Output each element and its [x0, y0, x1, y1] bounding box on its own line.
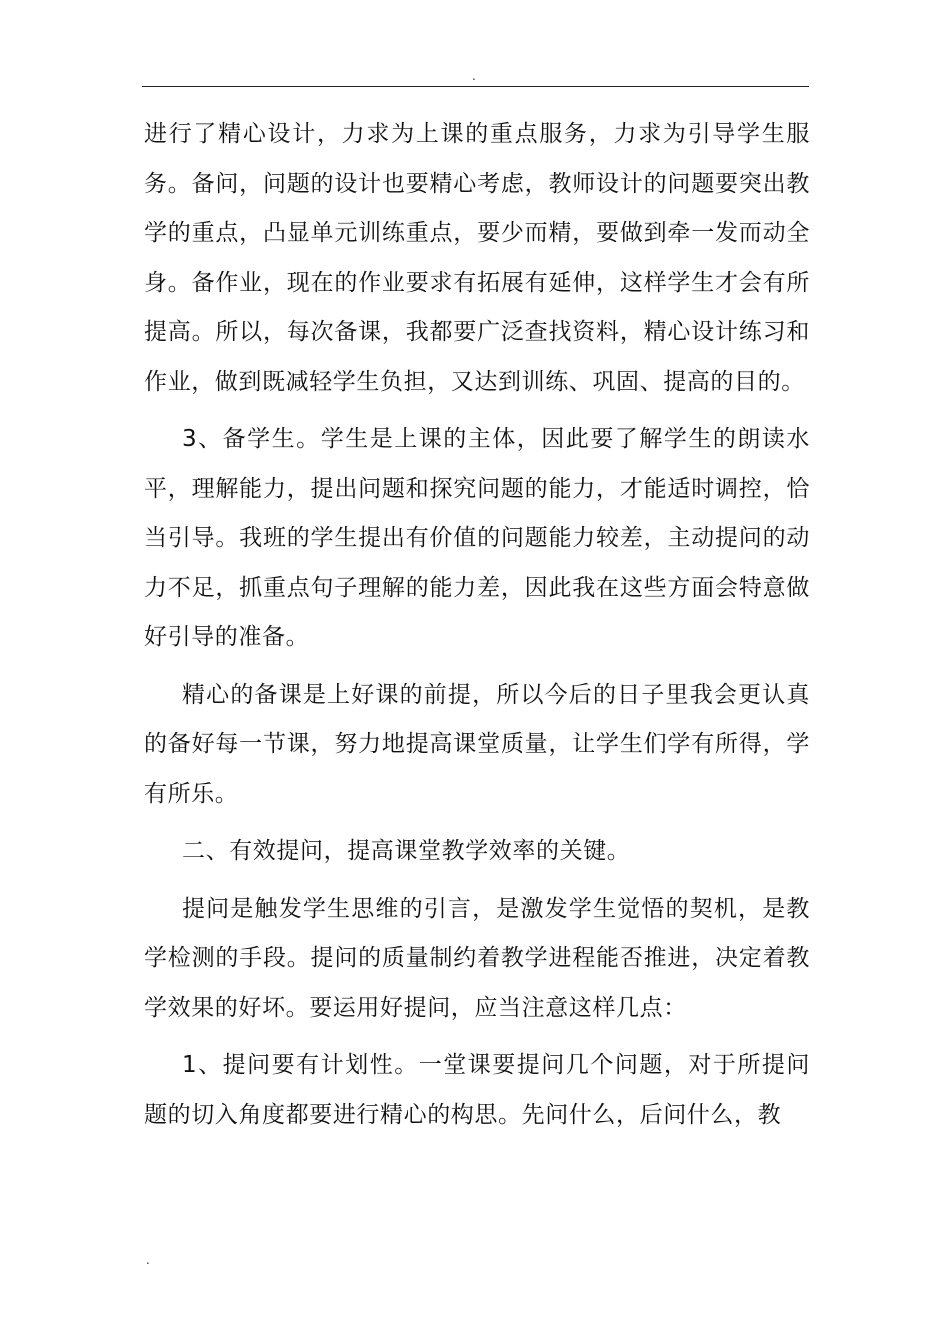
- paragraph-3: 精心的备课是上好课的前提，所以今后的日子里我会更认真的备好每一节课，努力地提高课堂质量，让学生们学有所得，学有所乐。: [144, 681, 810, 807]
- paragraph-5: 提问是触发学生思维的引言，是激发学生觉悟的契机，是教学检测的手段。提问的质量制约着教学进程能否推进，决定着教学效果的好坏。要运用好提问，应当注意这样几点：: [144, 895, 810, 1021]
- document-body: [144, 110, 810, 1140]
- paragraph-1: 进行了精心设计，力求为上课的重点服务，力求为引导学生服务。备问，问题的设计也要精心考虑，教师设计的问题要突出教学的重点，凸显单元训练重点，要少而精，要做到牵一发而动全身。备作业，现在的作业要求有拓展有延伸，这样学生才会有所提高。所以，每次备课，我都要广泛查找资料，精心设计练习和作业，做到既减轻学生负担，又达到训练、巩固、提高的目的。: [144, 121, 810, 395]
- footer-mark: .: [146, 1253, 150, 1267]
- paragraph-4: 二、有效提问，提高课堂教学效率的关键。: [182, 838, 631, 864]
- paragraph-6: 1、提问要有计划性。一堂课要提问几个问题，对于所提问题的切入角度都要进行精心的构思。先问什么，后问什么，教: [144, 1052, 810, 1128]
- header-mark: .: [472, 69, 476, 83]
- header-rule: [142, 86, 809, 87]
- paragraph-2: 3、备学生。学生是上课的主体，因此要了解学生的朗读水平，理解能力，提出问题和探究问题的能力，才能适时调控，恰当引导。我班的学生提出有价值的问题能力较差，主动提问的动力不足，抓重点句子理解的能力差，因此我在这些方面会特意做好引导的准备。: [144, 426, 810, 650]
